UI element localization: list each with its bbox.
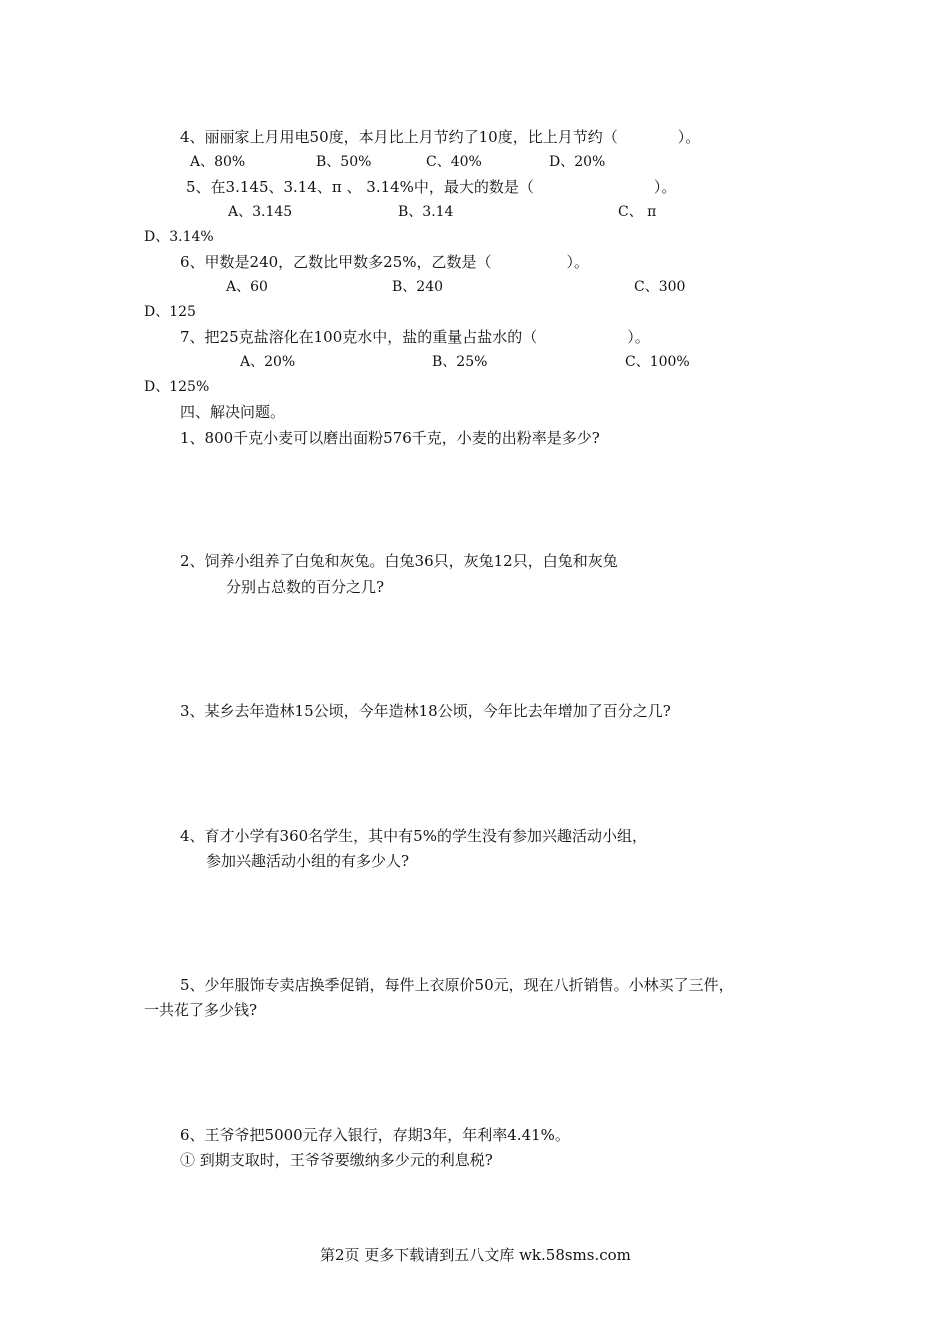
problem-2-continued: 分别占总数的百分之几? [226, 578, 385, 596]
problem-5: 5、少年服饰专卖店换季促销，每件上衣原价50元，现在八折销售。小林买了三件， [180, 976, 734, 994]
q4-option-c: C、40% [426, 154, 482, 170]
q5-option-b: B、3.14 [398, 204, 454, 220]
problem-2: 2、饲养小组养了白兔和灰兔。白兔36只，灰兔12只，白兔和灰兔 [180, 552, 618, 570]
q5-option-c: C、 π [618, 204, 657, 220]
q5-option-d: D、3.14% [144, 229, 214, 245]
page-footer: 第2页 更多下载请到五八文库 wk.58sms.com [320, 1246, 631, 1264]
problem-3: 3、某乡去年造林15公顷，今年造林18公顷，今年比去年增加了百分之几? [180, 702, 671, 720]
q7-option-d: D、125% [144, 379, 210, 395]
q6-option-a: A、60 [226, 279, 268, 295]
q4-option-b: B、50% [316, 154, 372, 170]
problem-6-sub-1: ① 到期支取时，王爷爷要缴纳多少元的利息税? [180, 1151, 493, 1169]
question-6: 6、甲数是240，乙数比甲数多25%，乙数是（ ）。 [180, 253, 590, 271]
q4-option-a: A、80% [190, 154, 246, 170]
q6-option-c: C、300 [634, 279, 686, 295]
problem-5-continued: 一共花了多少钱? [144, 1001, 258, 1019]
q6-option-d: D、125 [144, 304, 196, 320]
problem-6: 6、王爷爷把5000元存入银行，存期3年，年利率4.41%。 [180, 1126, 570, 1144]
q4-option-d: D、20% [549, 154, 606, 170]
q7-option-b: B、25% [432, 354, 488, 370]
problem-4-continued: 参加兴趣活动小组的有多少人? [206, 852, 410, 870]
q7-option-a: A、20% [240, 354, 296, 370]
question-5: 5、在3.145、3.14、π 、 3.14%中，最大的数是（ ）。 [186, 178, 677, 196]
question-7: 7、把25克盐溶化在100克水中，盐的重量占盐水的（ ）。 [180, 328, 650, 346]
question-4: 4、丽丽家上月用电50度，本月比上月节约了10度，比上月节约（ ）。 [180, 128, 701, 146]
q5-option-a: A、3.145 [228, 204, 293, 220]
problem-1: 1、800千克小麦可以磨出面粉576千克，小麦的出粉率是多少? [180, 429, 600, 447]
q6-option-b: B、240 [392, 279, 444, 295]
q7-option-c: C、100% [625, 354, 690, 370]
section-title: 四、解决问题。 [180, 403, 286, 421]
problem-4: 4、育才小学有360名学生，其中有5%的学生没有参加兴趣活动小组， [180, 827, 647, 845]
